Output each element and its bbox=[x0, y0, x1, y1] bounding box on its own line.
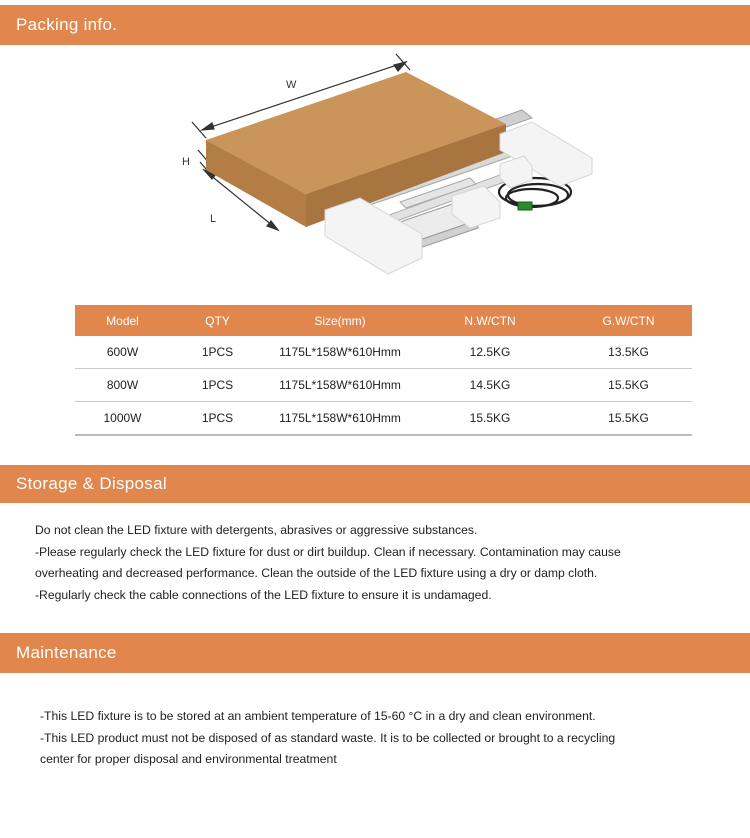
cell-qty: 1PCS bbox=[170, 369, 265, 402]
cell-net-weight: 15.5KG bbox=[415, 402, 565, 436]
table-header-row bbox=[75, 305, 692, 336]
cell-net-weight: 14.5KG bbox=[415, 369, 565, 402]
packing-info-banner bbox=[0, 5, 750, 45]
table-row bbox=[75, 402, 692, 436]
storage-line: -Please regularly check the LED fixture for dust or dirt buildup. Clean if necessary. Contamination may cause bbox=[35, 544, 621, 559]
storage-disposal-title: Storage & Disposal bbox=[16, 474, 167, 493]
cell-size: 1175L*158W*610Hmm bbox=[265, 402, 415, 436]
cell-model: 1000W bbox=[75, 402, 170, 436]
maintenance-title: Maintenance bbox=[16, 643, 117, 662]
maintenance-line: -This LED product must not be disposed of as standard waste. It is to be collected or brought to a recycling bbox=[40, 730, 616, 745]
height-label: H bbox=[182, 156, 190, 168]
cell-size: 1175L*158W*610Hmm bbox=[265, 369, 415, 402]
storage-disposal-text bbox=[35, 520, 725, 606]
cell-model: 800W bbox=[75, 369, 170, 402]
cell-gross-weight: 13.5KG bbox=[565, 336, 692, 369]
column-header-net-weight: N.W/CTN bbox=[415, 305, 565, 336]
maintenance-banner bbox=[0, 633, 750, 673]
packing-info-title: Packing info. bbox=[16, 15, 118, 34]
cell-size: 1175L*158W*610Hmm bbox=[265, 336, 415, 369]
packing-box-illustration bbox=[170, 52, 610, 292]
cell-gross-weight: 15.5KG bbox=[565, 402, 692, 436]
storage-line: overheating and decreased performance. Clean the outside of the LED fixture using a dry or damp cloth. bbox=[35, 566, 598, 580]
column-header-qty: QTY bbox=[170, 305, 265, 336]
storage-line: -Regularly check the cable connections of the LED fixture to ensure it is undamaged. bbox=[35, 587, 492, 602]
column-header-gross-weight: G.W/CTN bbox=[565, 305, 692, 336]
cell-gross-weight: 15.5KG bbox=[565, 369, 692, 402]
cell-model: 600W bbox=[75, 336, 170, 369]
width-label: W bbox=[286, 79, 297, 91]
cell-qty: 1PCS bbox=[170, 336, 265, 369]
maintenance-text bbox=[40, 706, 730, 771]
maintenance-line: -This LED fixture is to be stored at an ambient temperature of 15-60 °C in a dry and clean environment. bbox=[40, 709, 596, 723]
maintenance-line: center for proper disposal and environmental treatment bbox=[40, 752, 337, 766]
cell-net-weight: 12.5KG bbox=[415, 336, 565, 369]
table-row bbox=[75, 336, 692, 369]
column-header-size: Size(mm) bbox=[265, 305, 415, 336]
storage-line: Do not clean the LED fixture with detergents, abrasives or aggressive substances. bbox=[35, 523, 478, 537]
packing-spec-table bbox=[75, 305, 692, 436]
column-header-model: Model bbox=[75, 305, 170, 336]
length-label: L bbox=[210, 213, 217, 225]
storage-disposal-banner bbox=[0, 465, 750, 503]
cell-qty: 1PCS bbox=[170, 402, 265, 436]
table-row bbox=[75, 369, 692, 402]
